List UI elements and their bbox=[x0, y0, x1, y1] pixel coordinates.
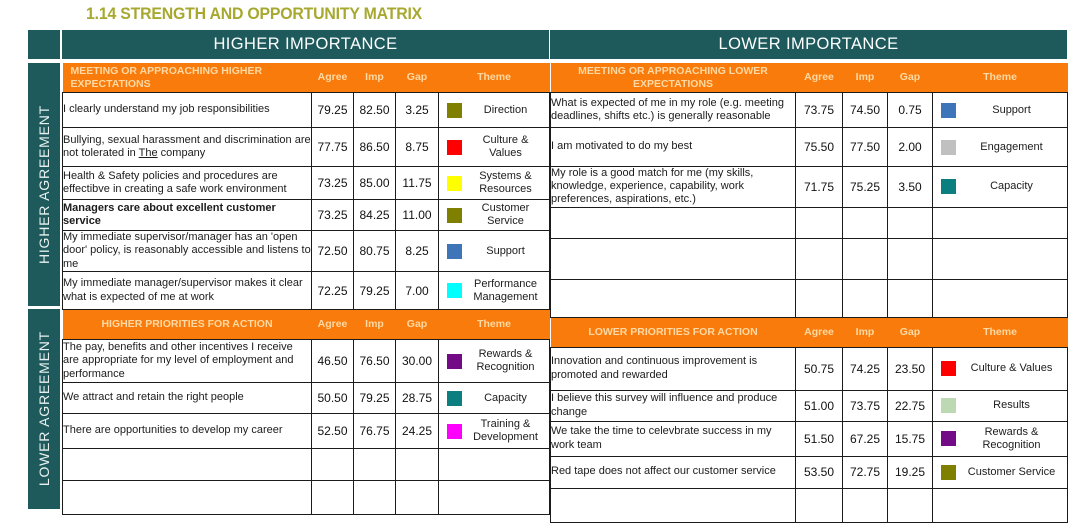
imp-cell: 74.50 bbox=[843, 93, 888, 128]
theme-wrap bbox=[439, 103, 549, 118]
statement-cell: My role is a good match for me (my skills, knowledge, experience, capability, work preferences, aspirations, etc.) bbox=[551, 167, 796, 208]
agree-cell: 77.75 bbox=[312, 128, 354, 167]
theme-swatch-icon bbox=[447, 244, 462, 259]
statement-cell: What is expected of me in my role (e.g. meeting deadlines, shifts etc.) is generally reasonable bbox=[551, 93, 796, 128]
agree-cell bbox=[796, 238, 843, 279]
table-row bbox=[63, 128, 550, 167]
theme-label: Customer Service bbox=[967, 465, 1056, 478]
imp-cell: 76.50 bbox=[354, 340, 396, 383]
statement-cell: There are opportunities to develop my career bbox=[63, 414, 312, 449]
theme-label: Customer Service bbox=[481, 202, 530, 227]
agree-cell: 53.50 bbox=[796, 456, 843, 488]
theme-wrap bbox=[439, 134, 549, 159]
section-header-label: LOWER PRIORITIES FOR ACTION bbox=[551, 317, 796, 347]
theme-cell bbox=[439, 93, 550, 128]
imp-column-header: Imp bbox=[354, 63, 396, 93]
theme-label: Direction bbox=[483, 103, 528, 116]
imp-cell: 72.75 bbox=[843, 456, 888, 488]
agree-cell: 73.25 bbox=[312, 200, 354, 231]
left-lower-header-section bbox=[63, 310, 550, 340]
theme-column-header: Theme bbox=[439, 63, 550, 93]
statement-cell: I believe this survey will influence and produce change bbox=[551, 390, 796, 421]
gap-cell: 30.00 bbox=[396, 340, 439, 383]
table-row bbox=[551, 347, 1068, 390]
table-row bbox=[551, 279, 1068, 317]
imp-cell: 77.50 bbox=[843, 128, 888, 167]
gap-cell: 19.25 bbox=[888, 456, 933, 488]
theme-swatch-icon bbox=[941, 140, 956, 155]
gap-column-header: Gap bbox=[888, 317, 933, 347]
theme-wrap bbox=[933, 140, 1067, 155]
statement-cell: Innovation and continuous improvement is promoted and rewarded bbox=[551, 347, 796, 390]
statement-cell bbox=[551, 238, 796, 279]
table-row bbox=[63, 93, 550, 128]
imp-cell: 79.25 bbox=[354, 272, 396, 310]
lower-agreement-label: LOWER AGREEMENT bbox=[36, 331, 52, 487]
theme-cell bbox=[439, 481, 550, 515]
imp-cell: 67.25 bbox=[843, 421, 888, 456]
theme-wrap bbox=[439, 348, 549, 373]
agree-cell: 46.50 bbox=[312, 340, 354, 383]
higher-importance-panel bbox=[62, 30, 549, 515]
theme-cell bbox=[439, 272, 550, 310]
theme-wrap bbox=[933, 398, 1067, 413]
agree-cell: 79.25 bbox=[312, 93, 354, 128]
table-row bbox=[63, 231, 550, 272]
imp-cell: 79.25 bbox=[354, 383, 396, 414]
theme-cell bbox=[439, 200, 550, 231]
imp-cell: 74.25 bbox=[843, 347, 888, 390]
imp-cell bbox=[354, 481, 396, 515]
imp-column-header: Imp bbox=[354, 310, 396, 340]
theme-swatch-icon bbox=[447, 176, 462, 191]
theme-label: Systems & Resources bbox=[479, 170, 532, 195]
theme-cell bbox=[933, 167, 1068, 208]
section-header-row bbox=[551, 63, 1068, 93]
agree-cell: 73.75 bbox=[796, 93, 843, 128]
theme-swatch-icon bbox=[447, 283, 462, 298]
gap-cell: 3.50 bbox=[888, 167, 933, 208]
gap-cell: 3.25 bbox=[396, 93, 439, 128]
statement-text: company bbox=[157, 147, 206, 159]
theme-wrap bbox=[439, 391, 549, 406]
theme-cell bbox=[933, 207, 1068, 238]
gap-cell: 22.75 bbox=[888, 390, 933, 421]
table-row bbox=[63, 383, 550, 414]
statement-cell bbox=[63, 449, 312, 481]
agree-cell bbox=[796, 279, 843, 317]
theme-cell bbox=[439, 414, 550, 449]
theme-swatch-icon bbox=[941, 361, 956, 376]
gap-column-header: Gap bbox=[396, 63, 439, 93]
section-header-label: MEETING OR APPROACHING LOWER EXPECTATIONS bbox=[551, 63, 796, 93]
theme-label: Culture & Values bbox=[482, 134, 529, 159]
statement-cell: My immediate manager/supervisor makes it clear what is expected of me at work bbox=[63, 272, 312, 310]
higher-importance-header bbox=[62, 30, 549, 59]
theme-wrap bbox=[439, 170, 549, 195]
gap-cell bbox=[888, 279, 933, 317]
lower-importance-label: LOWER IMPORTANCE bbox=[718, 35, 899, 53]
agree-column-header: Agree bbox=[796, 317, 843, 347]
theme-label: Capacity bbox=[484, 391, 527, 404]
agree-cell: 51.50 bbox=[796, 421, 843, 456]
statement-cell: Health & Safety policies and procedures are effectibve in creating a safe work environment bbox=[63, 167, 312, 200]
lower-importance-header bbox=[550, 30, 1067, 59]
theme-label: Rewards & Recognition bbox=[982, 425, 1041, 451]
section-header-row bbox=[63, 310, 550, 340]
imp-cell: 82.50 bbox=[354, 93, 396, 128]
theme-wrap bbox=[933, 361, 1067, 376]
imp-cell bbox=[354, 449, 396, 481]
statement-text: Bullying, sexual harassment and discrimination are not tolerated in bbox=[63, 133, 311, 159]
section-header-label: MEETING OR APPROACHING HIGHER EXPECTATIONS bbox=[63, 63, 312, 93]
statement-cell: We take the time to celevbrate success in my work team bbox=[551, 421, 796, 456]
imp-cell: 80.75 bbox=[354, 231, 396, 272]
theme-cell bbox=[933, 421, 1068, 456]
statement-cell bbox=[551, 488, 796, 522]
page-title: 1.14 STRENGTH AND OPPORTUNITY MATRIX bbox=[86, 5, 423, 23]
gap-cell: 15.75 bbox=[888, 421, 933, 456]
agree-column-header: Agree bbox=[312, 63, 354, 93]
theme-swatch-icon bbox=[447, 103, 462, 118]
imp-cell bbox=[843, 488, 888, 522]
theme-wrap bbox=[933, 179, 1067, 194]
statement-cell bbox=[63, 481, 312, 515]
theme-swatch-icon bbox=[447, 140, 462, 155]
theme-swatch-icon bbox=[941, 398, 956, 413]
statement-cell bbox=[63, 128, 312, 167]
theme-swatch-icon bbox=[447, 391, 462, 406]
gap-column-header: Gap bbox=[396, 310, 439, 340]
theme-column-header: Theme bbox=[933, 63, 1068, 93]
statement-cell: Red tape does not affect our customer service bbox=[551, 456, 796, 488]
imp-cell: 73.75 bbox=[843, 390, 888, 421]
matrix-corner-cell bbox=[28, 30, 60, 59]
gap-cell bbox=[888, 488, 933, 522]
table-row bbox=[551, 390, 1068, 421]
table-row bbox=[63, 449, 550, 481]
imp-column-header: Imp bbox=[843, 317, 888, 347]
theme-wrap bbox=[933, 465, 1067, 480]
right-upper-rows bbox=[551, 93, 1068, 318]
theme-label: Capacity bbox=[990, 180, 1033, 193]
agree-cell: 72.50 bbox=[312, 231, 354, 272]
theme-cell bbox=[439, 231, 550, 272]
agree-column-header: Agree bbox=[796, 63, 843, 93]
theme-swatch-icon bbox=[941, 465, 956, 480]
statement-cell: Managers care about excellent customer service bbox=[63, 200, 312, 231]
theme-cell bbox=[933, 390, 1068, 421]
theme-column-header: Theme bbox=[439, 310, 550, 340]
statement-cell: I am motivated to do my best bbox=[551, 128, 796, 167]
matrix-table-left bbox=[62, 63, 550, 515]
table-row bbox=[551, 93, 1068, 128]
theme-cell bbox=[439, 167, 550, 200]
section-header-row bbox=[63, 63, 550, 93]
theme-label: Rewards & Recognition bbox=[476, 348, 535, 373]
theme-cell bbox=[933, 347, 1068, 390]
agree-cell bbox=[796, 488, 843, 522]
theme-cell bbox=[439, 383, 550, 414]
theme-label: Support bbox=[486, 244, 525, 257]
gap-cell: 8.75 bbox=[396, 128, 439, 167]
agree-cell bbox=[312, 449, 354, 481]
theme-cell bbox=[933, 93, 1068, 128]
table-row bbox=[551, 456, 1068, 488]
theme-wrap bbox=[439, 244, 549, 259]
gap-cell bbox=[888, 207, 933, 238]
matrix-table-right bbox=[550, 63, 1068, 523]
theme-swatch-icon bbox=[447, 354, 462, 369]
table-row bbox=[63, 200, 550, 231]
gap-cell: 24.25 bbox=[396, 414, 439, 449]
theme-cell bbox=[439, 449, 550, 481]
section-header-row bbox=[551, 317, 1068, 347]
gap-cell: 0.75 bbox=[888, 93, 933, 128]
statement-cell: My immediate supervisor/manager has an 'open door' policy, is reasonably accessible and listens to me bbox=[63, 231, 311, 270]
imp-cell: 86.50 bbox=[354, 128, 396, 167]
statement-cell: I clearly understand my job responsibilities bbox=[63, 93, 312, 128]
theme-column-header: Theme bbox=[933, 317, 1068, 347]
right-lower-rows bbox=[551, 347, 1068, 522]
table-row bbox=[551, 421, 1068, 456]
gap-cell: 11.00 bbox=[396, 200, 439, 231]
theme-label: Support bbox=[992, 103, 1031, 116]
statement-cell: We attract and retain the right people bbox=[63, 383, 312, 414]
higher-agreement-label: HIGHER AGREEMENT bbox=[36, 104, 52, 265]
gap-cell bbox=[396, 481, 439, 515]
agree-cell: 50.50 bbox=[312, 383, 354, 414]
theme-swatch-icon bbox=[941, 179, 956, 194]
theme-label: Training & Development bbox=[473, 418, 538, 443]
imp-cell bbox=[843, 279, 888, 317]
agree-cell: 50.75 bbox=[796, 347, 843, 390]
gap-cell: 23.50 bbox=[888, 347, 933, 390]
theme-cell bbox=[933, 128, 1068, 167]
agree-cell: 75.50 bbox=[796, 128, 843, 167]
gap-cell: 2.00 bbox=[888, 128, 933, 167]
imp-cell: 76.75 bbox=[354, 414, 396, 449]
table-row bbox=[63, 481, 550, 515]
left-lower-rows bbox=[63, 340, 550, 515]
table-row bbox=[551, 167, 1068, 208]
theme-cell bbox=[933, 238, 1068, 279]
gap-cell bbox=[888, 238, 933, 279]
theme-swatch-icon bbox=[941, 431, 956, 446]
table-row bbox=[63, 272, 550, 310]
sidebar-higher-agreement bbox=[28, 63, 60, 306]
imp-cell bbox=[843, 207, 888, 238]
imp-cell bbox=[843, 238, 888, 279]
lower-importance-panel bbox=[550, 30, 1067, 523]
right-upper-header-section bbox=[551, 63, 1068, 93]
agree-cell bbox=[312, 481, 354, 515]
table-row bbox=[551, 128, 1068, 167]
theme-label: Results bbox=[993, 399, 1030, 412]
agree-cell: 72.25 bbox=[312, 272, 354, 310]
theme-label: Engagement bbox=[980, 140, 1043, 153]
table-row bbox=[63, 167, 550, 200]
gap-cell: 8.25 bbox=[396, 231, 439, 272]
theme-label: Performance Management bbox=[473, 277, 538, 303]
imp-cell: 84.25 bbox=[354, 200, 396, 231]
statement-cell bbox=[551, 207, 796, 238]
left-upper-rows bbox=[63, 93, 550, 310]
gap-cell: 28.75 bbox=[396, 383, 439, 414]
theme-cell bbox=[933, 279, 1068, 317]
left-upper-header-section bbox=[63, 63, 550, 93]
agree-cell: 51.00 bbox=[796, 390, 843, 421]
theme-wrap bbox=[439, 202, 549, 227]
gap-cell bbox=[396, 449, 439, 481]
theme-label: Culture & Values bbox=[970, 362, 1053, 375]
sidebar-lower-agreement bbox=[28, 309, 60, 509]
right-lower-header-section bbox=[551, 317, 1068, 347]
theme-swatch-icon bbox=[447, 424, 462, 439]
theme-swatch-icon bbox=[941, 103, 956, 118]
table-row bbox=[63, 414, 550, 449]
theme-wrap bbox=[933, 426, 1067, 451]
theme-cell bbox=[439, 128, 550, 167]
theme-wrap bbox=[439, 418, 549, 443]
gap-column-header: Gap bbox=[888, 63, 933, 93]
agree-cell: 52.50 bbox=[312, 414, 354, 449]
gap-cell: 7.00 bbox=[396, 272, 439, 310]
theme-wrap bbox=[439, 278, 549, 303]
theme-cell bbox=[933, 488, 1068, 522]
agree-cell: 73.25 bbox=[312, 167, 354, 200]
theme-cell bbox=[439, 340, 550, 383]
theme-cell bbox=[933, 456, 1068, 488]
imp-cell: 75.25 bbox=[843, 167, 888, 208]
table-row bbox=[551, 488, 1068, 522]
table-row bbox=[551, 238, 1068, 279]
agree-cell: 71.75 bbox=[796, 167, 843, 208]
section-header-label: HIGHER PRIORITIES FOR ACTION bbox=[63, 310, 312, 340]
table-row bbox=[551, 207, 1068, 238]
statement-cell bbox=[551, 279, 796, 317]
imp-column-header: Imp bbox=[843, 63, 888, 93]
theme-wrap bbox=[933, 103, 1067, 118]
imp-cell: 85.00 bbox=[354, 167, 396, 200]
table-row bbox=[63, 340, 550, 383]
underlined-word: The bbox=[138, 147, 158, 159]
agree-column-header: Agree bbox=[312, 310, 354, 340]
gap-cell: 11.75 bbox=[396, 167, 439, 200]
statement-cell: The pay, benefits and other incentives I receive are appropriate for my level of employment and performance bbox=[63, 340, 312, 383]
agree-cell bbox=[796, 207, 843, 238]
higher-importance-label: HIGHER IMPORTANCE bbox=[213, 35, 398, 53]
theme-swatch-icon bbox=[447, 208, 462, 223]
